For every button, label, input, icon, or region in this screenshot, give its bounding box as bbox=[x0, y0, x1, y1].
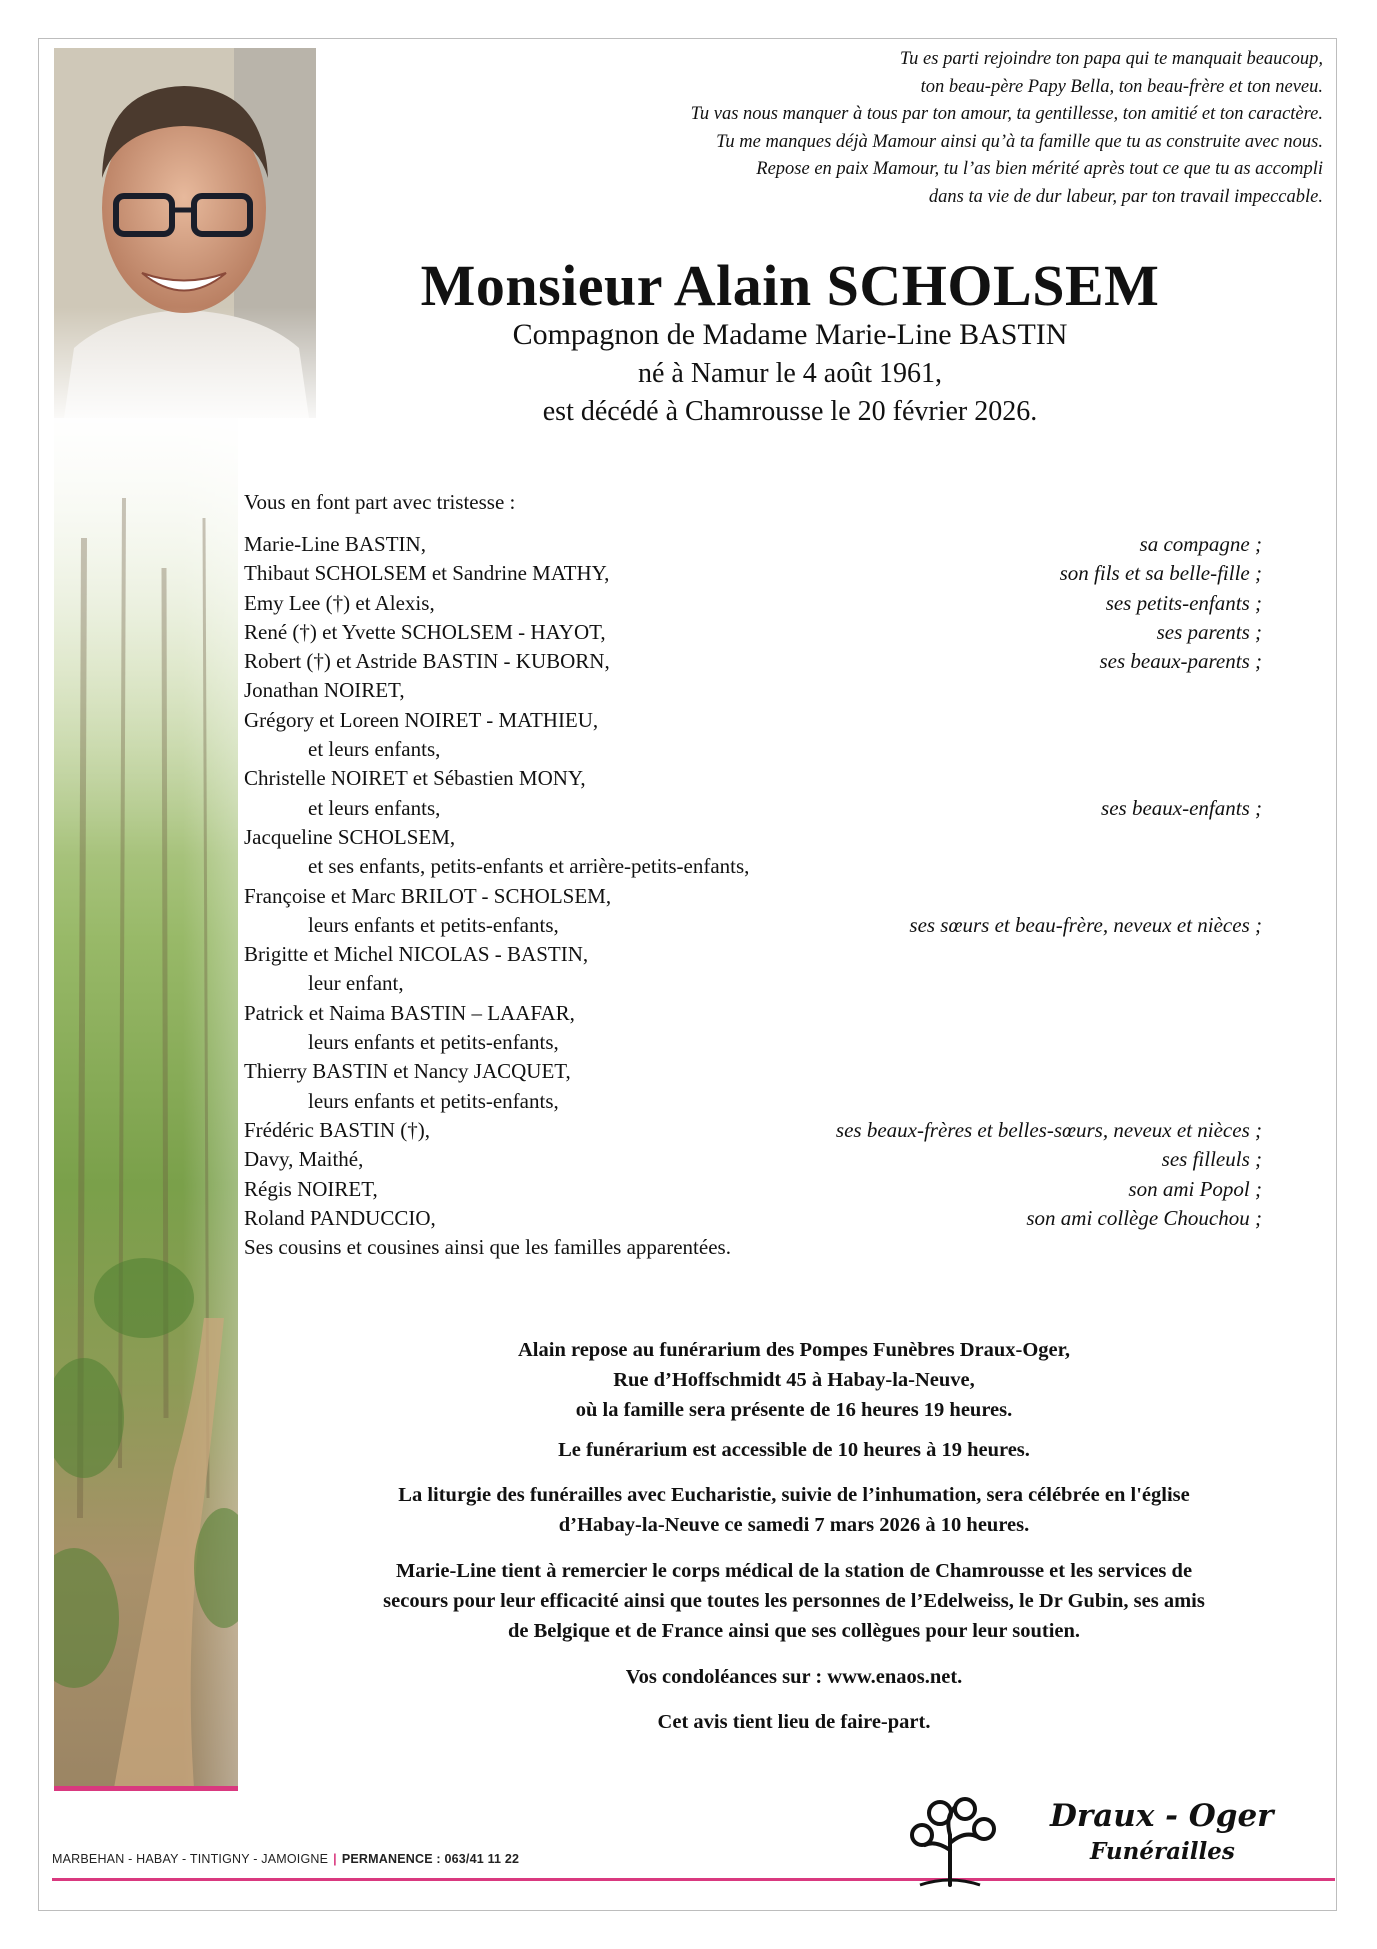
family-relation: son fils et sa belle-fille ; bbox=[1059, 561, 1262, 586]
family-member: Régis NOIRET, bbox=[244, 1176, 378, 1201]
portrait-photo bbox=[54, 48, 316, 418]
family-member: Thibaut SCHOLSEM et Sandrine MATHY, bbox=[244, 561, 610, 586]
family-member: Marie-Line BASTIN, bbox=[244, 532, 426, 556]
poem-line: Tu vas nous manquer à tous par ton amour, ta gentillesse, ton amitié et ton caractère. bbox=[690, 104, 1323, 124]
family-relation: ses beaux-enfants ; bbox=[1101, 795, 1262, 820]
family-row bbox=[244, 1057, 1262, 1086]
family-row bbox=[244, 618, 1262, 647]
logo-subtitle: Funérailles bbox=[1090, 1838, 1235, 1865]
notice-line: Cet avis tient lieu de faire-part. bbox=[657, 1711, 931, 1733]
info-line: La liturgie des funérailles avec Eucharistie, suivie de l’inhumation, sera célébrée en l'église bbox=[398, 1484, 1190, 1506]
family-member: Emy Lee (†) et Alexis, bbox=[244, 590, 435, 615]
family-member: Christelle NOIRET et Sébastien MONY, bbox=[244, 766, 586, 791]
family-row bbox=[244, 735, 1262, 764]
family-member: Jacqueline SCHOLSEM, bbox=[244, 824, 456, 849]
family-row bbox=[244, 676, 1262, 705]
family-member: Frédéric BASTIN (†), bbox=[244, 1117, 431, 1142]
family-row bbox=[244, 589, 1262, 618]
thanks-info bbox=[244, 1556, 1344, 1646]
family-row bbox=[244, 1204, 1262, 1233]
family-relation: sa compagne ; bbox=[1139, 532, 1262, 556]
deceased-name: Monsieur Alain SCHOLSEM bbox=[420, 253, 1160, 318]
family-row bbox=[244, 1233, 1262, 1262]
family-row bbox=[244, 530, 1262, 559]
family-row bbox=[244, 1145, 1262, 1174]
family-row bbox=[244, 969, 1262, 998]
family-member: Ses cousins et cousines ainsi que les familles apparentées. bbox=[244, 1235, 731, 1260]
family-member: leurs enfants et petits-enfants, bbox=[308, 1088, 559, 1113]
family-member: et leurs enfants, bbox=[308, 795, 441, 820]
family-relation: ses sœurs et beau-frère, neveux et nièces ; bbox=[909, 912, 1262, 937]
poem-line: Tu es parti rejoindre ton papa qui te manquait beaucoup, bbox=[899, 49, 1323, 69]
family-relation: son ami Popol ; bbox=[1128, 1176, 1262, 1201]
family-member: leurs enfants et petits-enfants, bbox=[308, 912, 559, 937]
access-info: Le funérarium est accessible de 10 heures à 19 heures. bbox=[558, 1439, 1030, 1461]
family-row bbox=[244, 1116, 1262, 1145]
info-line: Marie-Line tient à remercier le corps médical de la station de Chamrousse et les services de bbox=[395, 1560, 1193, 1582]
footer-separator: | bbox=[333, 1852, 337, 1866]
family-member: René (†) et Yvette SCHOLSEM - HAYOT, bbox=[244, 619, 606, 644]
condolences-link[interactable]: Vos condoléances sur : www.enaos.net. bbox=[625, 1666, 963, 1688]
family-row bbox=[244, 764, 1262, 793]
family-relation: ses beaux-parents ; bbox=[1099, 649, 1262, 674]
family-member: Robert (†) et Astride BASTIN - KUBORN, bbox=[244, 649, 610, 674]
family-member: Françoise et Marc BRILOT - SCHOLSEM, bbox=[244, 883, 612, 908]
family-row bbox=[244, 1087, 1262, 1116]
family-row bbox=[244, 1175, 1262, 1204]
family-member: et leurs enfants, bbox=[308, 737, 441, 762]
family-member: Patrick et Naima BASTIN – LAAFAR, bbox=[244, 1000, 575, 1025]
accent-line-left bbox=[54, 1786, 238, 1791]
logo-name: Draux - Oger bbox=[1050, 1798, 1274, 1834]
liturgy-info bbox=[244, 1480, 1344, 1540]
family-row bbox=[244, 940, 1262, 969]
family-member: Jonathan NOIRET, bbox=[244, 678, 405, 703]
family-relation: ses filleuls ; bbox=[1161, 1147, 1262, 1172]
poem-line: Repose en paix Mamour, tu l’as bien mérité après tout ce que tu as accompli bbox=[756, 159, 1323, 179]
info-line: où la famille sera présente de 16 heures 19 heures. bbox=[575, 1399, 1013, 1421]
family-member: Davy, Maithé, bbox=[244, 1147, 364, 1172]
family-member: leur enfant, bbox=[308, 971, 404, 996]
family-row bbox=[244, 823, 1262, 852]
family-row bbox=[244, 852, 1262, 881]
family-intro: Vous en font part avec tristesse : bbox=[244, 490, 516, 514]
family-row bbox=[244, 647, 1262, 676]
poem-line: dans ta vie de dur labeur, par ton travail impeccable. bbox=[928, 186, 1323, 207]
family-row bbox=[244, 706, 1262, 735]
birth-line: né à Namur le 4 août 1961, bbox=[637, 358, 943, 389]
family-member: Roland PANDUCCIO, bbox=[244, 1205, 436, 1230]
family-member: Brigitte et Michel NICOLAS - BASTIN, bbox=[244, 942, 589, 967]
family-member: Thierry BASTIN et Nancy JACQUET, bbox=[244, 1059, 571, 1084]
info-line: Alain repose au funérarium des Pompes Funèbres Draux-Oger, bbox=[518, 1339, 1070, 1361]
family-member: Grégory et Loreen NOIRET - MATHIEU, bbox=[244, 707, 599, 732]
family-member: et ses enfants, petits-enfants et arrière-petits-enfants, bbox=[308, 854, 750, 879]
family-row bbox=[244, 1028, 1262, 1057]
footer-locations: MARBEHAN - HABAY - TINTIGNY - JAMOIGNE bbox=[52, 1852, 329, 1866]
footer-permanence: PERMANENCE : 063/41 11 22 bbox=[341, 1852, 520, 1866]
info-line: Rue d’Hoffschmidt 45 à Habay-la-Neuve, bbox=[613, 1369, 975, 1391]
family-list bbox=[244, 530, 1262, 1262]
companion-line: Compagnon de Madame Marie-Line BASTIN bbox=[512, 318, 1068, 351]
family-relation: ses beaux-frères et belles-sœurs, neveux et nièces ; bbox=[835, 1117, 1262, 1142]
family-row bbox=[244, 882, 1262, 911]
info-line: secours pour leur efficacité ainsi que toutes les personnes de l’Edelweiss, le Dr Gubin, ses amis bbox=[383, 1590, 1205, 1612]
info-line: de Belgique et de France ainsi que ses collègues pour leur soutien. bbox=[507, 1620, 1081, 1642]
funerarium-info bbox=[244, 1335, 1344, 1425]
family-row bbox=[244, 911, 1262, 940]
poem bbox=[423, 46, 1323, 211]
death-line: est décédé à Chamrousse le 20 février 2026. bbox=[542, 396, 1038, 427]
family-relation: son ami collège Chouchou ; bbox=[1026, 1205, 1262, 1230]
info-line: d’Habay-la-Neuve ce samedi 7 mars 2026 à 10 heures. bbox=[558, 1514, 1030, 1536]
poem-line: ton beau-père Papy Bella, ton beau-frère et ton neveu. bbox=[920, 76, 1323, 97]
family-relation: ses petits-enfants ; bbox=[1105, 590, 1262, 615]
family-row bbox=[244, 559, 1262, 588]
family-member: leurs enfants et petits-enfants, bbox=[308, 1030, 559, 1055]
family-relation: ses parents ; bbox=[1156, 619, 1262, 644]
footer-contact bbox=[52, 1852, 519, 1866]
family-row bbox=[244, 999, 1262, 1028]
forest-path-image bbox=[54, 418, 238, 1788]
poem-line: Tu me manques déjà Mamour ainsi qu’à ta famille que tu as construite avec nous. bbox=[716, 131, 1323, 152]
family-row bbox=[244, 794, 1262, 823]
